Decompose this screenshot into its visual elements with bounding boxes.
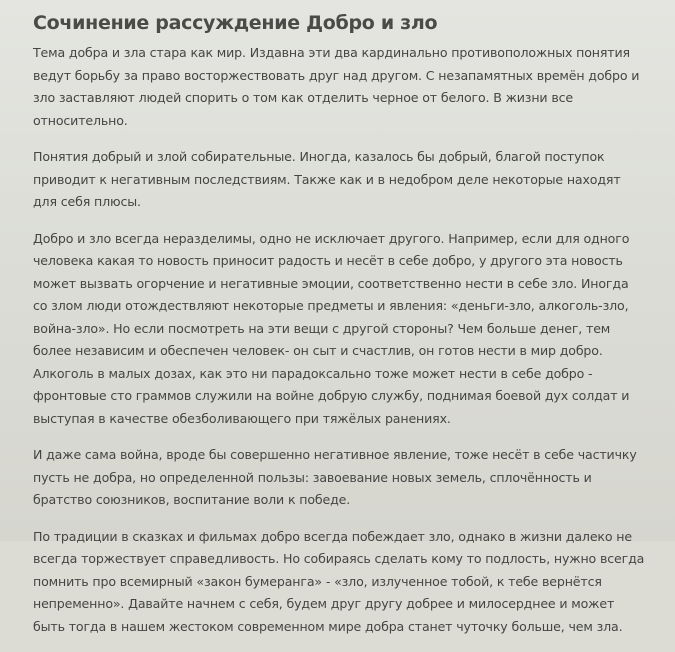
essay-paragraph-4: И даже сама война, вроде бы совершенно негативное явление, тоже несёт в себе частичку пусть не добра, но определенной пользы: завоевание новых земель, сплочённость и братство союзников, воспитание воли к победе.	[33, 447, 637, 507]
essay-article	[33, 10, 645, 652]
essay-paragraph-1: Тема добра и зла стара как мир. Издавна эти два кардинально противоположных понятия ведут борьбу за право восторжествовать друг над другом. С незапамятных времён добро и зло заставляют людей спорить о том как отделить черное от белого. В жизни все относительно.	[33, 45, 640, 128]
essay-paragraph-3: Добро и зло всегда неразделимы, одно не исключает другого. Например, если для одного человека какая то новость приносит радость и несёт в себе добро, у другого эта новость может вызвать огорчение и негативные эмоции, соответственно нести в себе зло. Иногда со злом люди отождествляют некоторые предметы и явления: «деньги-зло, алкоголь-зло, война-зло». Но если посмотреть на эти вещи с другой стороны? Чем больше денег, тем более независим и обеспечен человек- он сыт и счастлив, он готов нести в мир добро. Алкоголь в малых дозах, как это ни парадоксально тоже может нести в себе добро - фронтовые сто граммов служили на войне добрую службу, поднимая боевой дух солдат и выступая в качестве обезболивающего при тяжёлых ранениях.	[33, 230, 630, 426]
essay-title: Сочинение рассуждение Добро и зло	[33, 12, 438, 34]
essay-paragraph-2: Понятия добрый и злой собирательные. Иногда, казалось бы добрый, благой поступок приводит к негативным последствиям. Также как и в недобром деле некоторые находят для себя плюсы.	[33, 149, 621, 209]
essay-paragraph-5: По традиции в сказках и фильмах добро всегда побеждает зло, однако в жизни далеко не всегда торжествует справедливость. Но собираясь сделать кому то подлость, нужно всегда помнить про всемирный «закон бумеранга» - «зло, излученное тобой, к тебе вернётся непременно». Давайте начнем с себя, будем друг другу добрее и милосерднее и может быть тогда в нашем жестоком современном мире добра станет чуточку больше, чем зла.	[33, 528, 645, 634]
